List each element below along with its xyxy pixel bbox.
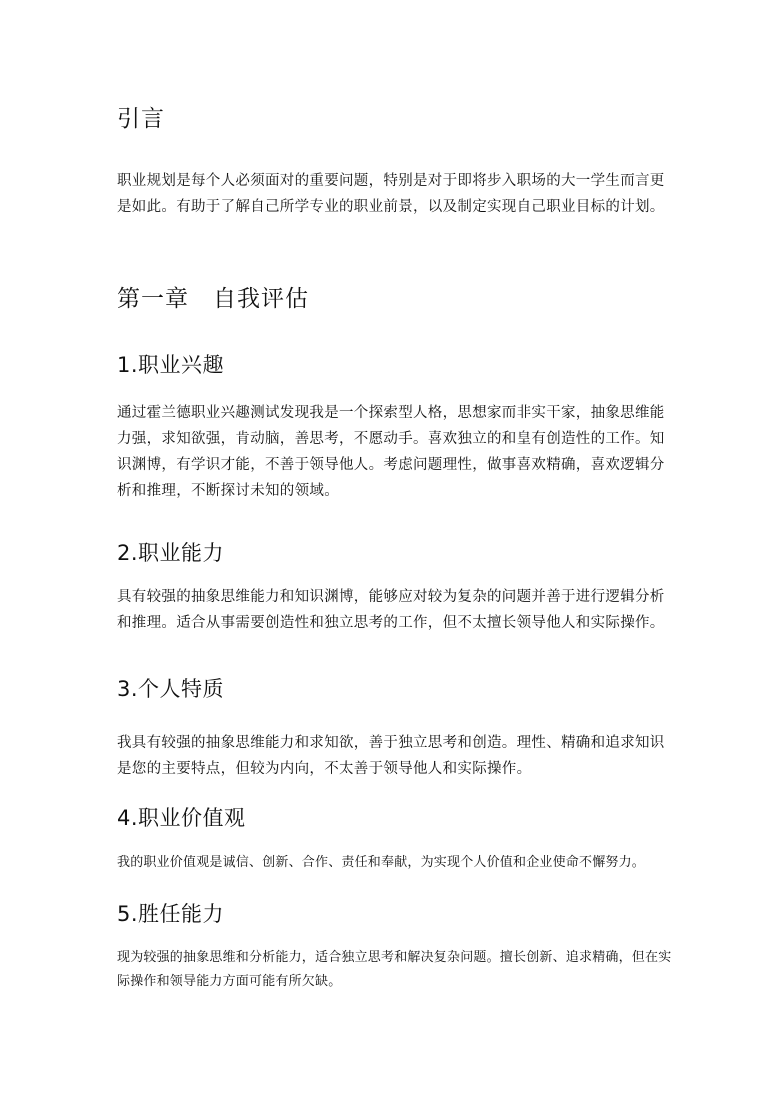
section-body-traits: 我具有较强的抽象思维能力和求知欲，善于独立思考和创造。理性、精确和追求知识是您的主要特点，但较为内向，不太善于领导他人和实际操作。: [117, 735, 665, 777]
section-body-values: 我的职业价值观是诚信、创新、合作、责任和奉献，为实现个人价值和企业使命不懈努力。: [117, 855, 646, 870]
section-title-ability: 2.职业能力: [117, 541, 225, 565]
intro-heading: 引言: [117, 106, 165, 132]
section-title-values: 4.职业价值观: [117, 806, 246, 830]
chapter-heading: 第一章 自我评估: [117, 286, 309, 312]
section-body-ability: 具有较强的抽象思维能力和知识渊博，能够应对较为复杂的问题并善于进行逻辑分析和推理。适合从事需要创造性和独立思考的工作，但不太擅长领导他人和实际操作。: [117, 589, 665, 631]
section-title-competence: 5.胜任能力: [117, 902, 225, 926]
intro-paragraph: 职业规划是每个人必须面对的重要问题，特别是对于即将步入职场的大一学生而言更是如此。有助于了解自己所学专业的职业前景，以及制定实现自己职业目标的计划。: [117, 173, 665, 215]
section-title-traits: 3.个人特质: [117, 677, 225, 701]
section-title-interest: 1.职业兴趣: [117, 353, 225, 377]
section-body-interest: 通过霍兰德职业兴趣测试发现我是一个探索型人格，思想家而非实干家，抽象思维能力强，求知欲强，肯动脑，善思考，不愿动手。喜欢独立的和皇有创造性的工作。知识渊博，有学识才能，不善于领导他人。考虑问题理性，做事喜欢精确，喜欢逻辑分析和推理，不断探讨未知的领域。: [117, 405, 665, 499]
section-body-competence: 现为较强的抽象思维和分析能力，适合独立思考和解决复杂问题。擅长创新、追求精确，但在实际操作和领导能力方面可能有所欠缺。: [117, 950, 672, 989]
